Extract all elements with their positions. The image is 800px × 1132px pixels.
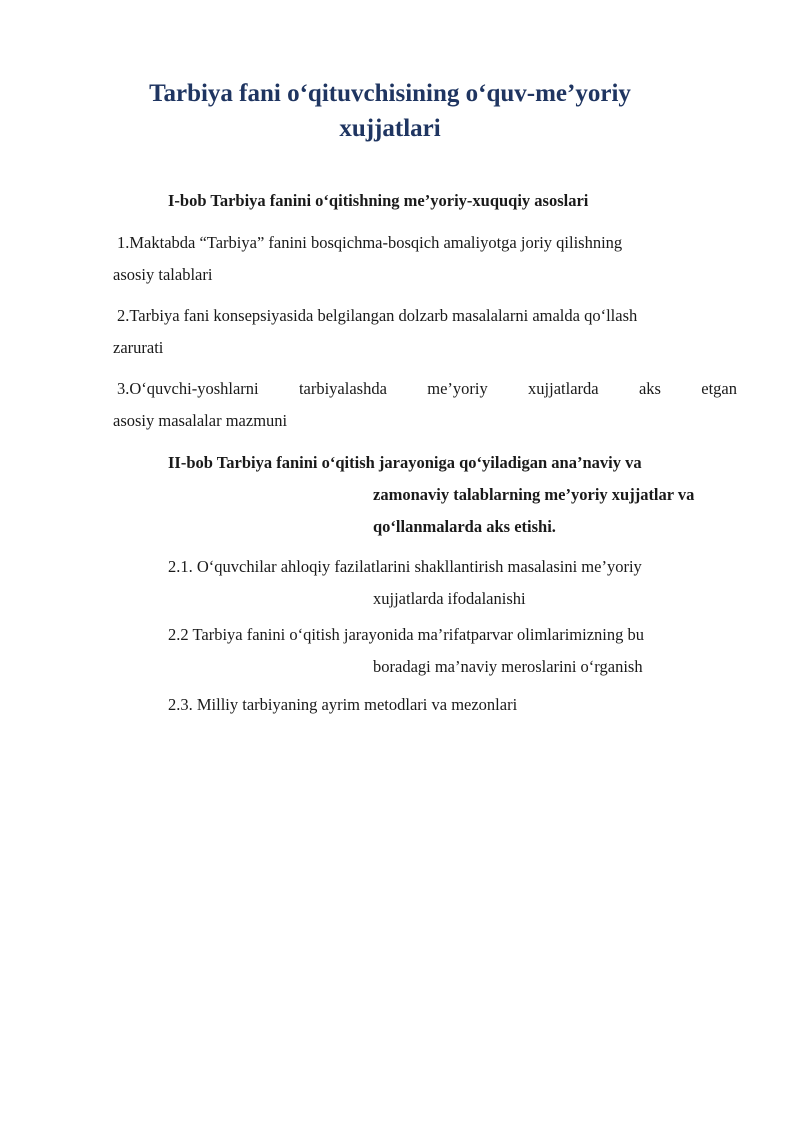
chapter-2-heading-line-3: qo‘llanmalarda aks etishi. xyxy=(373,517,556,536)
word: 3.O‘quvchi-yoshlarni xyxy=(117,379,259,398)
chapter-2-item-2-line-2: boradagi ma’naviy meroslarini o‘rganish xyxy=(373,657,643,676)
chapter-2-item-1-line-2: xujjatlarda ifodalanishi xyxy=(373,589,526,608)
chapter-2-item-3-line-1: 2.3. Milliy tarbiyaning ayrim metodlari va mezonlari xyxy=(168,695,518,714)
chapter-1-item-2-line-2: zarurati xyxy=(113,338,164,357)
chapter-2-item-2-line-1: 2.2 Tarbiya fanini o‘qitish jarayonida ma’rifatparvar olimlarimizning bu xyxy=(168,625,644,644)
document-title xyxy=(100,76,680,146)
chapter-1-heading: I-bob Tarbiya fanini o‘qitishning me’yoriy-xuquqiy asoslari xyxy=(168,191,589,210)
chapter-1-item-3-line-1 xyxy=(117,379,737,399)
chapter-1-item-1-line-1: 1.Maktabda “Tarbiya” fanini bosqichma-bosqich amaliyotga joriy qilishning xyxy=(117,233,623,252)
chapter-1-item-2-line-1: 2.Tarbiya fani konsepsiyasida belgilangan dolzarb masalalarni amalda qo‘llash xyxy=(117,306,638,325)
chapter-2-heading-line-2: zamonaviy talablarning me’yoriy xujjatlar va xyxy=(373,485,695,504)
chapter-2-heading-line-1: II-bob Tarbiya fanini o‘qitish jarayoniga qo‘yiladigan ana’naviy va xyxy=(168,453,642,472)
title-line-2: xujjatlari xyxy=(339,115,441,142)
word: aks xyxy=(638,379,661,398)
chapter-1-item-3-line-2: asosiy masalalar mazmuni xyxy=(113,411,288,430)
word: tarbiyalashda xyxy=(298,379,387,398)
word: etgan xyxy=(701,379,737,398)
title-line-1: Tarbiya fani o‘qituvchisining o‘quv-me’yoriy xyxy=(149,80,631,107)
chapter-1-item-1-line-2: asosiy talablari xyxy=(113,265,213,284)
chapter-2-item-1-line-1: 2.1. O‘quvchilar ahloqiy fazilatlarini shakllantirish masalasini me’yoriy xyxy=(168,557,642,576)
word: me’yoriy xyxy=(427,379,488,398)
word: xujjatlarda xyxy=(528,379,599,398)
